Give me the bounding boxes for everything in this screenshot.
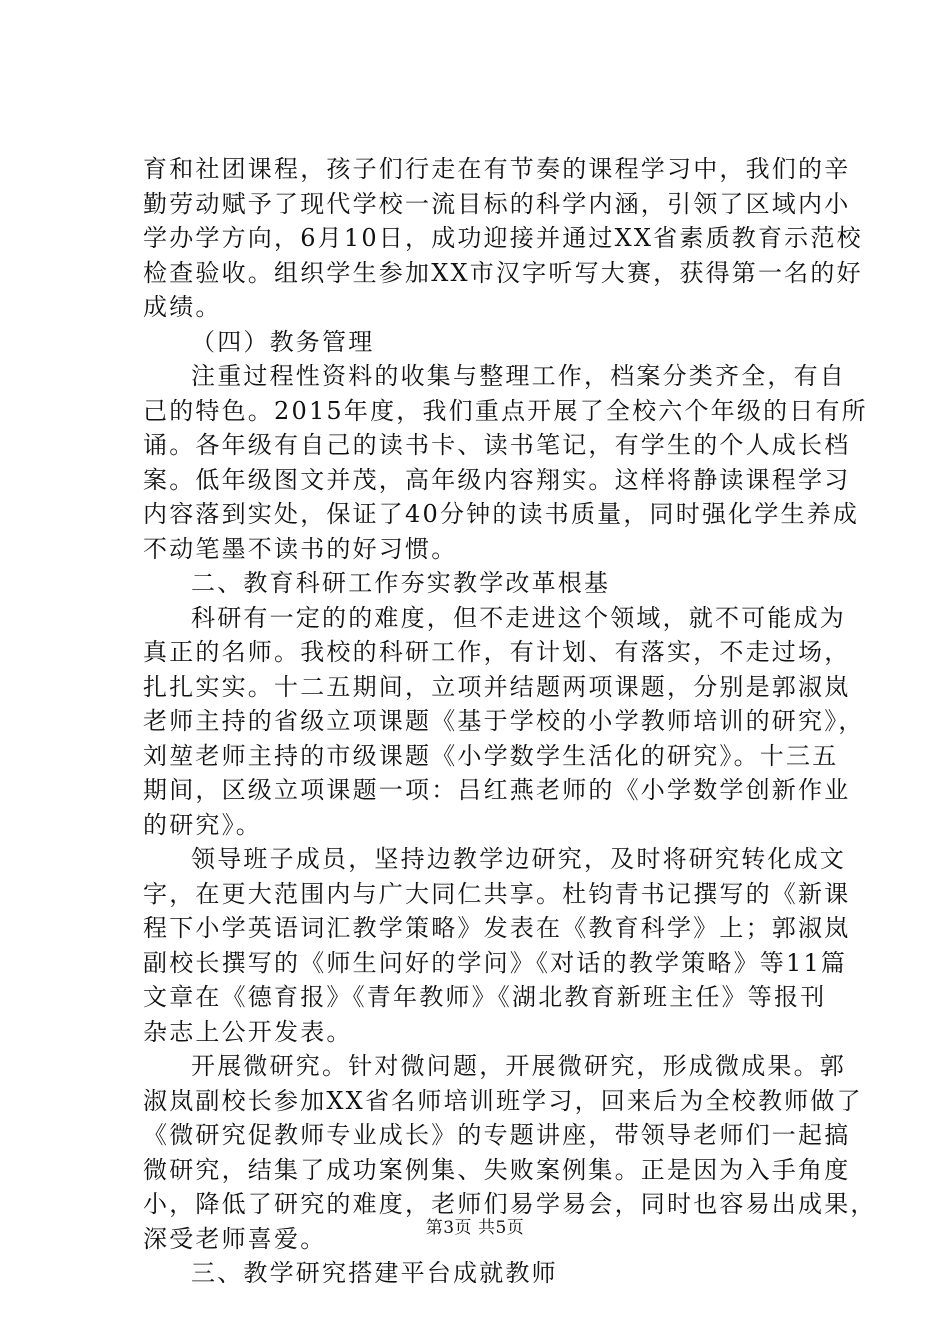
text-line: 注重过程性资料的收集与整理工作，档案分类齐全，有自 bbox=[191, 362, 846, 390]
text-line: 己的特色。2015年度，我们重点开展了全校六个年级的日有所 bbox=[143, 396, 868, 425]
text-line: 的研究》。 bbox=[143, 810, 262, 839]
text-line: 刘堃老师主持的市级课题《小学数学生活化的研究》。十三五 bbox=[143, 741, 839, 770]
text-line: 期间，区级立项课题一项：吕红燕老师的《小学数学创新作业 bbox=[143, 776, 851, 804]
text-line: 淑岚副校长参加XX省名师培训班学习，回来后为全校教师做了 bbox=[143, 1086, 863, 1115]
section-heading: 二、教育科研工作夯实教学改革根基 bbox=[191, 569, 611, 597]
text-line: 科研有一定的的难度，但不走进这个领域，就不可能成为 bbox=[191, 603, 846, 632]
text-line: 案。低年级图文并茂，高年级内容翔实。这样将静读课程学习 bbox=[143, 465, 851, 494]
text-line: 领导班子成员，坚持边教学边研究，及时将研究转化成文 bbox=[191, 845, 846, 873]
text-line: 程下小学英语词汇教学策略》发表在《教育科学》上；郭淑岚 bbox=[143, 914, 851, 942]
text-line: 微研究，结集了成功案例集、失败案例集。正是因为入手角度 bbox=[143, 1155, 851, 1184]
text-line: 检查验收。组织学生参加XX市汉字听写大赛，获得第一名的好 bbox=[143, 258, 863, 287]
text-line: 不动笔墨不读书的好习惯。 bbox=[143, 534, 458, 563]
text-line: 小，降低了研究的难度，老师们易学易会，同时也容易出成果， bbox=[143, 1190, 877, 1218]
text-line: 真正的名师。我校的科研工作，有计划、有落实，不走过场， bbox=[143, 638, 851, 666]
text-line: 深受老师喜爱。 bbox=[143, 1224, 327, 1253]
text-line: 副校长撰写的《师生问好的学问》《对话的教学策略》等11篇 bbox=[143, 948, 848, 977]
text-line: 学办学方向，6月10日，成功迎接并通过XX省素质教育示范校 bbox=[143, 224, 863, 252]
text-line: 扎扎实实。十二五期间，立项并结题两项课题，分别是郭淑岚 bbox=[143, 672, 851, 701]
document-body bbox=[143, 152, 877, 1291]
text-line: 开展微研究。针对微问题，开展微研究，形成微成果。郭 bbox=[191, 1052, 846, 1080]
text-line: 诵。各年级有自己的读书卡、读书笔记，有学生的个人成长档 bbox=[143, 431, 851, 459]
text-line: 老师主持的省级立项课题《基于学校的小学教师培训的研究》， bbox=[143, 707, 865, 735]
text-line: 字，在更大范围内与广大同仁共享。杜钧青书记撰写的《新课 bbox=[143, 879, 851, 908]
text-line: 成绩。 bbox=[143, 293, 222, 321]
page-number-footer: 第3页 共5页 bbox=[425, 1218, 525, 1238]
section-heading: （四）教务管理 bbox=[191, 327, 375, 356]
section-heading: 三、教学研究搭建平台成就教师 bbox=[191, 1259, 558, 1287]
text-line: 杂志上公开发表。 bbox=[143, 1017, 353, 1046]
text-line: 勤劳动赋予了现代学校一流目标的科学内涵，引领了区域内小 bbox=[143, 189, 851, 218]
text-line: 《微研究促教师专业成长》的专题讲座，带领导老师们一起搞 bbox=[143, 1121, 851, 1149]
text-line: 文章在《德育报》《青年教师》《湖北教育新班主任》等报刊 bbox=[143, 983, 827, 1011]
text-line: 育和社团课程，孩子们行走在有节奏的课程学习中，我们的辛 bbox=[143, 155, 851, 183]
text-line: 内容落到实处，保证了40分钟的读书质量，同时强化学生养成 bbox=[143, 500, 860, 528]
